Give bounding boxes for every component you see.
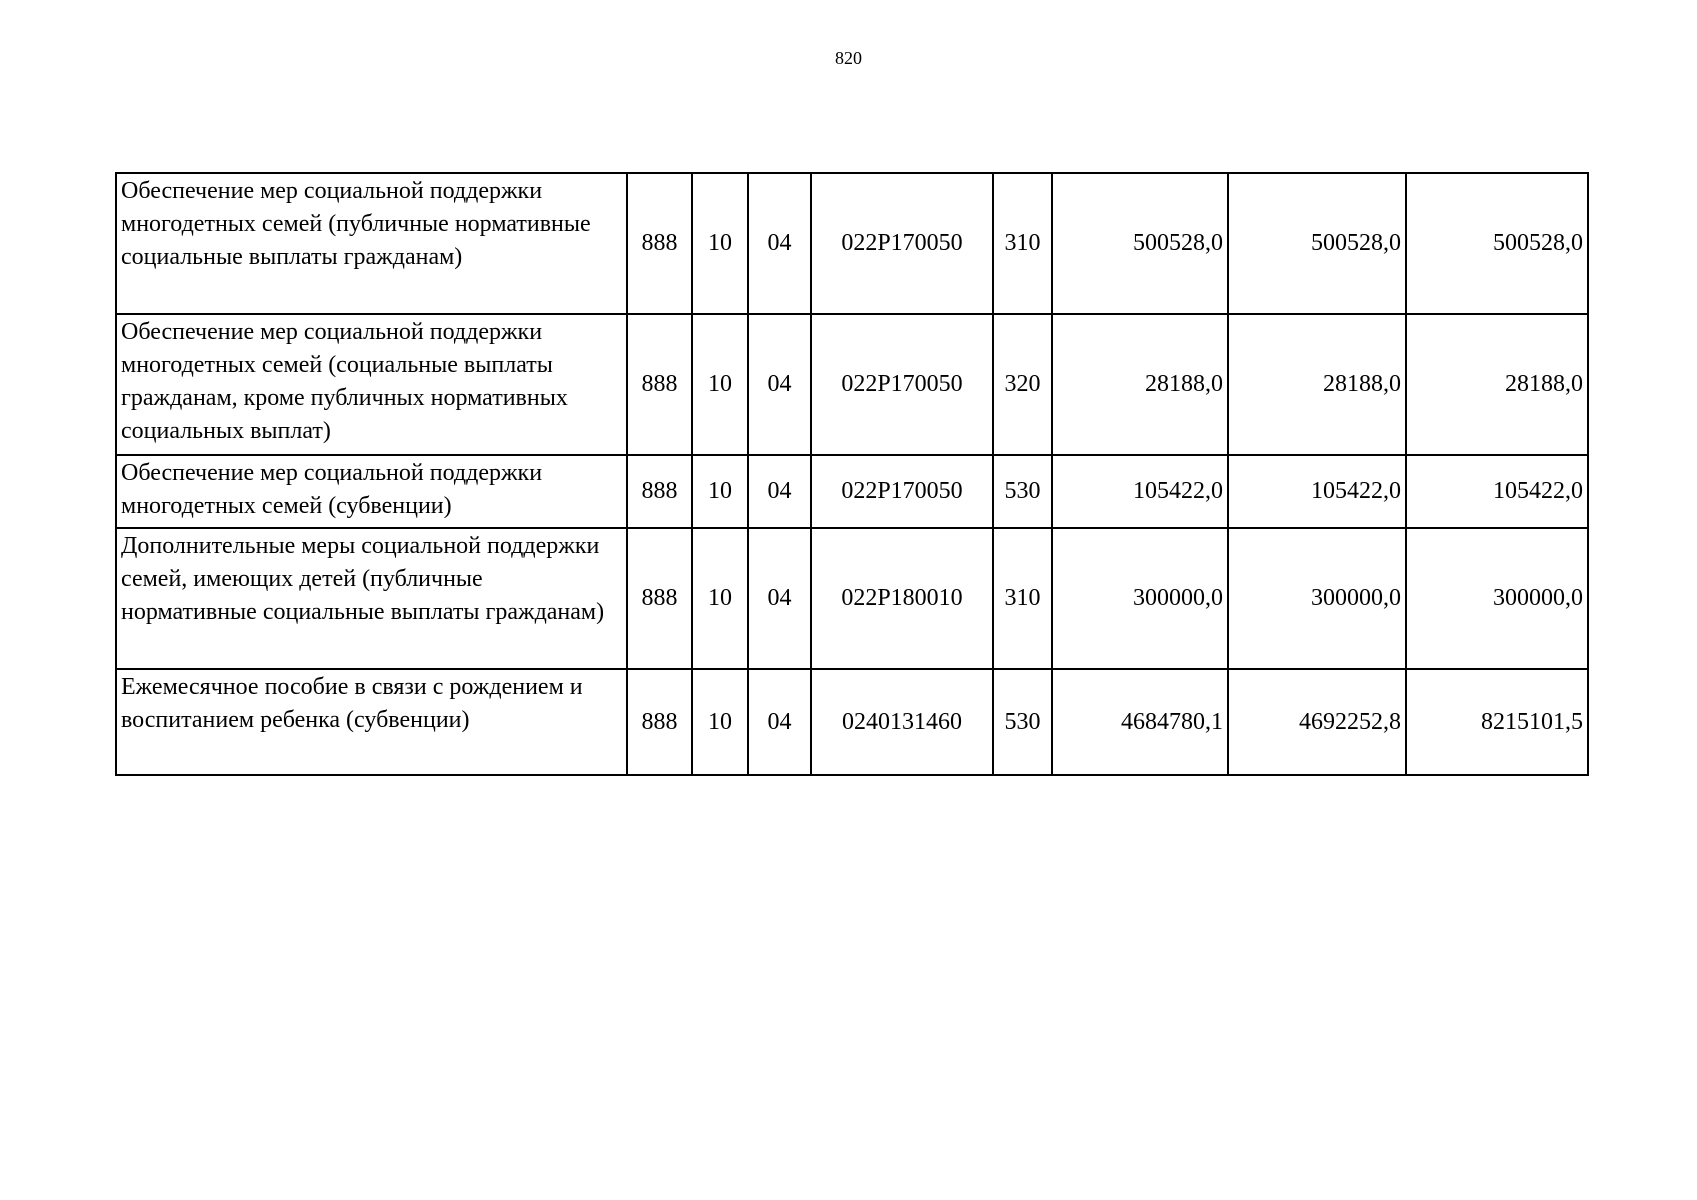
subsection-code-cell: 04 — [748, 314, 811, 455]
amount-3-cell: 500528,0 — [1406, 173, 1588, 314]
row-name-cell: Обеспечение мер социальной поддержки многодетных семей (субвенции) — [116, 455, 627, 528]
amount-3-cell: 8215101,5 — [1406, 669, 1588, 775]
target-article-cell: 022P170050 — [811, 173, 993, 314]
ministry-code-cell: 888 — [627, 528, 692, 669]
amount-1-cell: 500528,0 — [1052, 173, 1228, 314]
subsection-code-cell: 04 — [748, 528, 811, 669]
target-article-cell: 022P180010 — [811, 528, 993, 669]
target-article-cell: 022P170050 — [811, 455, 993, 528]
row-name-cell: Дополнительные меры социальной поддержки семей, имеющих детей (публичные нормативные социальные выплаты гражданам) — [116, 528, 627, 669]
subsection-code-cell: 04 — [748, 669, 811, 775]
ministry-code-cell: 888 — [627, 669, 692, 775]
ministry-code-cell: 888 — [627, 173, 692, 314]
amount-2-cell: 4692252,8 — [1228, 669, 1406, 775]
row-name-cell: Обеспечение мер социальной поддержки многодетных семей (публичные нормативные социальные выплаты гражданам) — [116, 173, 627, 314]
expense-type-cell: 320 — [993, 314, 1052, 455]
subsection-code-cell: 04 — [748, 173, 811, 314]
table-row — [116, 314, 1588, 455]
expense-type-cell: 530 — [993, 669, 1052, 775]
subsection-code-cell: 04 — [748, 455, 811, 528]
expense-type-cell: 310 — [993, 528, 1052, 669]
target-article-cell: 0240131460 — [811, 669, 993, 775]
target-article-cell: 022P170050 — [811, 314, 993, 455]
amount-2-cell: 300000,0 — [1228, 528, 1406, 669]
amount-2-cell: 500528,0 — [1228, 173, 1406, 314]
row-name-cell: Ежемесячное пособие в связи с рождением и воспитанием ребенка (субвенции) — [116, 669, 627, 775]
amount-3-cell: 300000,0 — [1406, 528, 1588, 669]
table-row — [116, 455, 1588, 528]
table-row — [116, 669, 1588, 775]
amount-2-cell: 28188,0 — [1228, 314, 1406, 455]
section-code-cell: 10 — [692, 173, 748, 314]
ministry-code-cell: 888 — [627, 455, 692, 528]
table-row — [116, 173, 1588, 314]
amount-1-cell: 28188,0 — [1052, 314, 1228, 455]
amount-3-cell: 28188,0 — [1406, 314, 1588, 455]
budget-table — [115, 172, 1589, 776]
section-code-cell: 10 — [692, 528, 748, 669]
ministry-code-cell: 888 — [627, 314, 692, 455]
page-number: 820 — [835, 48, 862, 68]
row-name-cell: Обеспечение мер социальной поддержки многодетных семей (социальные выплаты гражданам, кроме публичных нормативных социальных выплат) — [116, 314, 627, 455]
amount-1-cell: 300000,0 — [1052, 528, 1228, 669]
amount-3-cell: 105422,0 — [1406, 455, 1588, 528]
section-code-cell: 10 — [692, 455, 748, 528]
table-row — [116, 528, 1588, 669]
amount-2-cell: 105422,0 — [1228, 455, 1406, 528]
expense-type-cell: 310 — [993, 173, 1052, 314]
amount-1-cell: 4684780,1 — [1052, 669, 1228, 775]
expense-type-cell: 530 — [993, 455, 1052, 528]
section-code-cell: 10 — [692, 314, 748, 455]
section-code-cell: 10 — [692, 669, 748, 775]
amount-1-cell: 105422,0 — [1052, 455, 1228, 528]
